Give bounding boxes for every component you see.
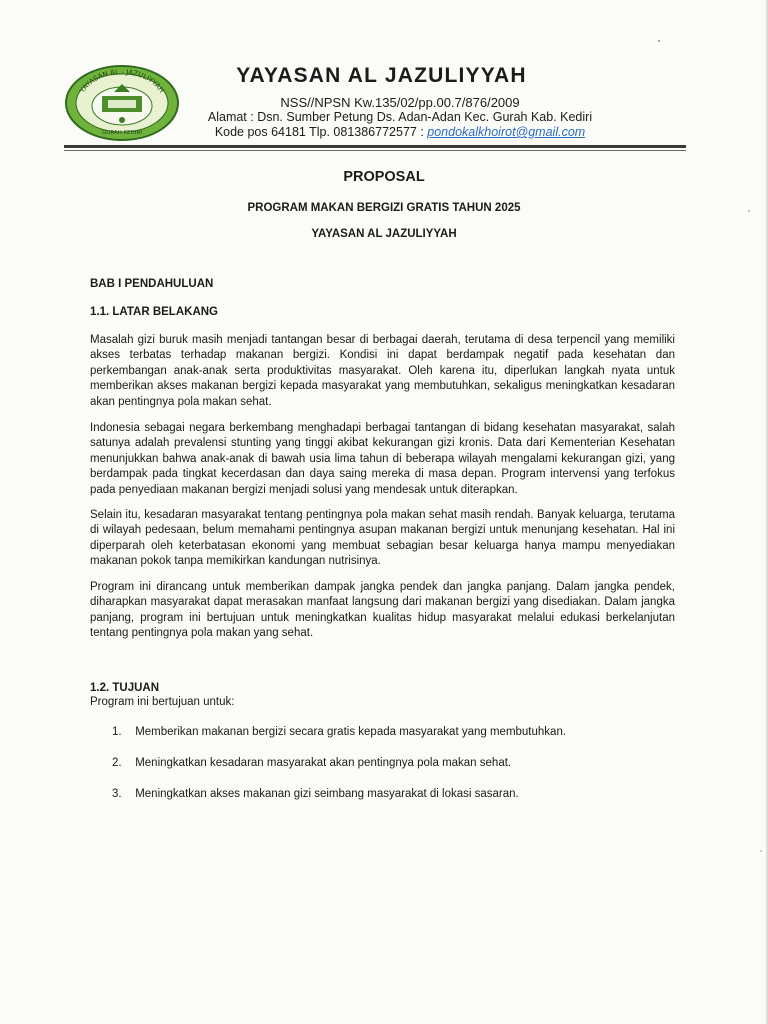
scan-speck <box>748 210 750 212</box>
list-item-number: 1. <box>112 726 122 738</box>
list-item-text: Meningkatkan akses makanan gizi seimbang masyarakat di lokasi sasaran. <box>135 788 519 800</box>
letterhead-address: Alamat : Dsn. Sumber Petung Ds. Adan-Adan Kec. Gurah Kab. Kediri <box>207 110 593 124</box>
logo-text-bottom: GURAH KEDIRI <box>102 130 142 136</box>
letterhead-rule-thick <box>64 145 686 148</box>
section-heading-latar-belakang: 1.1. LATAR BELAKANG <box>90 306 218 318</box>
logo-text-top: YAYASAN AL - JAZULIYYAH <box>78 67 166 95</box>
organization-title: YAYASAN AL JAZULIYYAH <box>311 228 457 240</box>
list-item <box>112 788 519 800</box>
letterhead-nss: NSS//NPSN Kw.135/02/pp.00.7/876/2009 <box>280 95 520 110</box>
letterhead-title: YAYASAN AL JAZULIYYAH <box>236 64 527 87</box>
proposal-title: PROPOSAL <box>343 169 425 185</box>
letterhead-postal-phone: Kode pos 64181 Tlp. 081386772577 : <box>214 125 424 139</box>
program-title: PROGRAM MAKAN BERGIZI GRATIS TAHUN 2025 <box>247 202 521 214</box>
section-heading-tujuan: 1.2. TUJUAN <box>90 682 160 694</box>
chapter-heading: BAB I PENDAHULUAN <box>90 278 214 290</box>
list-item-text: Meningkatkan kesadaran masyarakat akan pentingnya pola makan sehat. <box>135 757 512 769</box>
paragraph-2: Indonesia sebagai negara berkembang menghadapi berbagai tantangan di bidang kesehatan masyarakat, salah satunya adalah prevalensi stunting yang tinggi akibat kekurangan gizi kronis. Data dari Kementerian Kesehatan menunjukkan bahwa anak-anak di bawah usia lima tahun di beberapa wilayah mengalami kekurangan gizi, yang berdampak pada tingkat kecerdasan dan daya saing mereka di masa depan. Program intervensi yang terfokus pada penyediaan makanan bergizi menjadi solusi yang mendesak untuk diterapkan. <box>90 422 675 496</box>
letterhead-contact <box>160 125 640 139</box>
letterhead-rule-thin <box>64 150 686 151</box>
list-item-number: 3. <box>112 788 122 800</box>
paragraph-4: Program ini dirancang untuk memberikan dampak jangka pendek dan jangka panjang. Dalam jangka pendek, diharapkan masyarakat dapat merasakan manfaat langsung dari makanan bergizi yang disediakan. Dalam jangka panjang, program ini bertujuan untuk meningkatkan kualitas hidup masyarakat melalui edukasi berkelanjutan tentang pentingnya pola makan yang sehat. <box>90 581 675 640</box>
list-item-number: 2. <box>112 757 122 769</box>
list-item-text: Memberikan makanan bergizi secara gratis kepada masyarakat yang membutuhkan. <box>135 726 567 738</box>
paragraph-3: Selain itu, kesadaran masyarakat tentang pentingnya pola makan sehat masih rendah. Banyak keluarga, terutama di wilayah pedesaan, belum memahami pentingnya asupan makanan bergizi untuk menunjang kesehatan. Hal ini diperparah oleh keterbatasan ekonomi yang membuat sebagian besar keluarga hanya mampu menyediakan makanan pokok tanpa memikirkan kandungan nutrisinya. <box>90 509 675 568</box>
tujuan-intro: Program ini bertujuan untuk: <box>90 696 235 708</box>
paragraph-1: Masalah gizi buruk masih menjadi tantangan besar di berbagai daerah, terutama di desa terpencil yang memiliki akses terbatas terhadap makanan bergizi. Kondisi ini dapat berdampak negatif pada kesehatan dan perkembangan anak-anak serta produktivitas masyarakat. Oleh karena itu, diperlukan langkah nyata untuk memberikan akses makanan bergizi kepada masyarakat yang membutuhkan, sekaligus meningkatkan kesadaran akan pentingnya pola makan sehat. <box>90 334 675 408</box>
scan-speck <box>760 850 762 852</box>
list-item <box>112 757 511 769</box>
list-item <box>112 726 566 738</box>
email-link[interactable]: pondokalkhoirot@gmail.com <box>427 125 586 139</box>
scan-speck <box>658 40 660 42</box>
